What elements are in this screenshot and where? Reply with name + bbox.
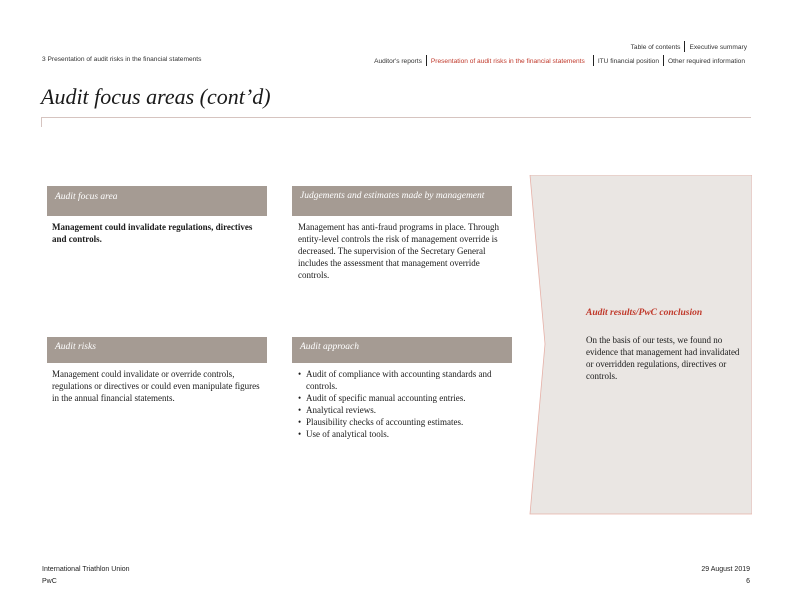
judgements-text: Management has anti-fraud programs in place. Through entity-level controls the risk of management override is decreased. The supervision of the Secretary General includes the assessment that management override controls. [298,222,500,280]
audit-risks-text: Management could invalidate or override controls, regulations or directives or could even manipulate figures in the annual financial statements. [52,369,260,403]
title-divider-tick [41,117,42,127]
footer-firm: PwC [42,578,57,585]
audit-approach-header: Audit approach [292,337,512,363]
audit-approach-item: • Plausibility checks of accounting estimates. [298,416,510,428]
judgements-header: Judgements and estimates made by management [292,186,512,216]
focus-area-header: Audit focus area [47,186,267,216]
audit-risks-header: Audit risks [47,337,267,363]
nav-presentation-active[interactable]: Presentation of audit risks in the financial statements [430,58,585,65]
conclusion-header: Audit results/PwC conclusion [586,308,703,318]
audit-approach-item: • Use of analytical tools. [298,428,510,440]
nav-table-of-contents[interactable]: Table of contents [630,44,681,51]
audit-approach-item: • Audit of specific manual accounting entries. [298,392,510,404]
nav-executive-summary[interactable]: Executive summary [689,44,747,51]
footer-left [42,564,130,588]
footer-date: 29 August 2019 [701,566,750,573]
nav-separator [663,55,664,66]
nav-separator [684,41,685,52]
nav-itu-financial-position[interactable]: ITU financial position [597,58,660,65]
nav-separator [426,55,427,66]
audit-approach-item: • Analytical reviews. [298,404,510,416]
footer-right [701,564,750,588]
footer-organization: International Triathlon Union [42,566,130,573]
focus-area-text: Management could invalidate regulations, directives and controls. [52,222,253,244]
section-label: 3 Presentation of audit risks in the financial statements [42,56,202,63]
conclusion-text: On the basis of our tests, we found no evidence that management had invalidated or overridden regulations, directives or controls. [586,335,740,381]
title-divider [41,117,751,118]
main-nav [374,55,745,66]
nav-separator [593,55,594,66]
nav-other-required-information[interactable]: Other required information [668,58,745,65]
page-number: 6 [746,578,750,585]
nav-auditors-reports[interactable]: Auditor's reports [374,58,422,65]
audit-approach-item: • Audit of compliance with accounting standards and controls. [298,368,510,392]
top-nav [631,41,747,52]
page-title: Audit focus areas (cont’d) [41,84,271,109]
audit-approach-list [298,368,510,440]
